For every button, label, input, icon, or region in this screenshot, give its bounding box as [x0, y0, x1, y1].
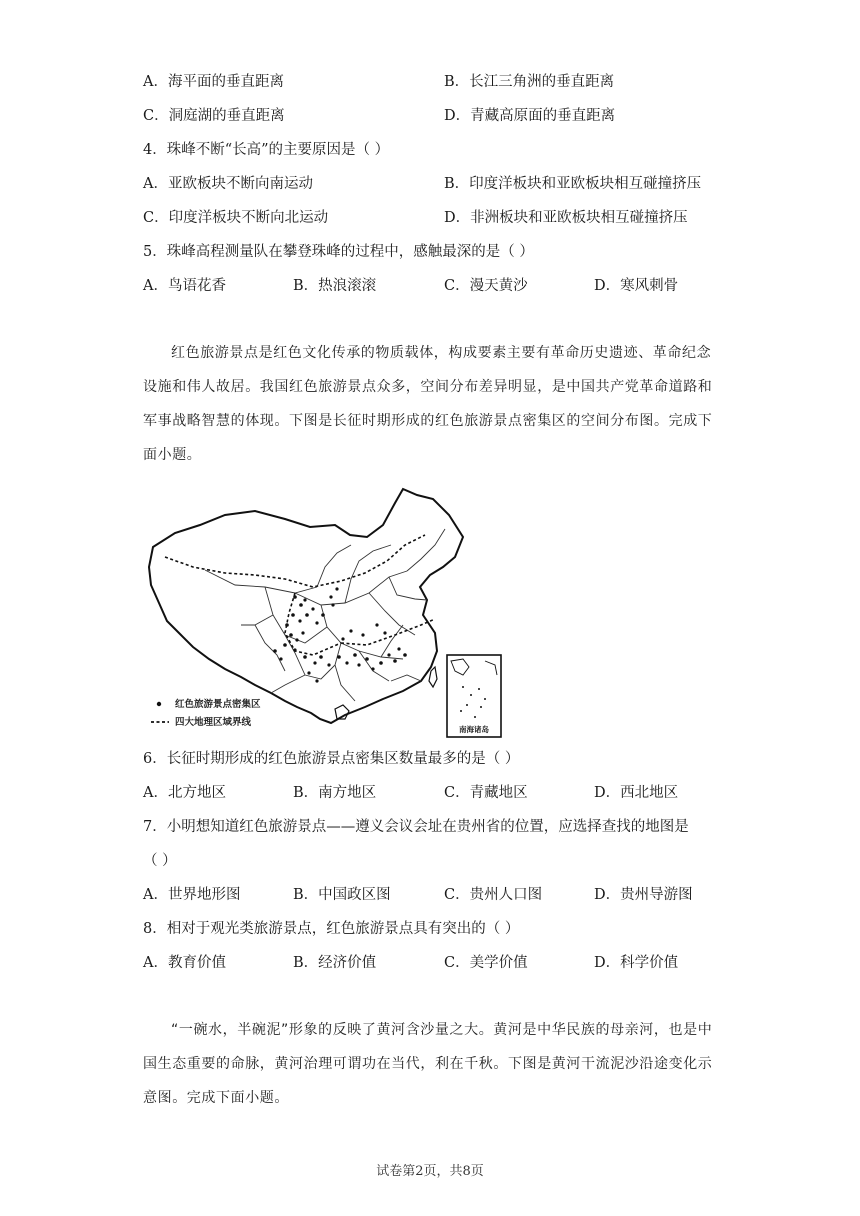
q6-option-a: A．北方地区 — [143, 785, 226, 801]
q4-option-b: B．印度洋板块和亚欧板块相互碰撞挤压 — [444, 176, 702, 192]
q4-option-a: A．亚欧板块不断向南运动 — [143, 176, 313, 192]
taiwan-island — [429, 667, 437, 687]
china-map-illustration — [145, 475, 505, 740]
q3-option-b: B．长江三角洲的垂直距离 — [444, 74, 615, 90]
legend-line-label: 四大地理区域界线 — [175, 717, 252, 728]
inset-label: 南海诸岛 — [459, 725, 489, 734]
q6-option-b: B．南方地区 — [293, 785, 377, 801]
q5-option-d: D．寒风刺骨 — [594, 278, 679, 294]
q8-stem: 8．相对于观光类旅游景点，红色旅游景点具有突出的（ ） — [143, 921, 520, 937]
q8-option-b: B．经济价值 — [293, 955, 377, 971]
q8-option-c: C．美学价值 — [444, 955, 528, 971]
page-footer: 试卷第2页，共8页 — [376, 1164, 484, 1179]
q3-option-c: C．洞庭湖的垂直距离 — [143, 108, 285, 124]
q7-option-a: A．世界地形图 — [143, 887, 241, 903]
q3-option-d: D．青藏高原面的垂直距离 — [444, 108, 616, 124]
q3-option-a: A．海平面的垂直距离 — [143, 74, 284, 90]
q4-option-c: C．印度洋板块不断向北运动 — [143, 210, 329, 226]
red-tourism-map-figure — [145, 475, 505, 740]
q5-stem: 5．珠峰高程测量队在攀登珠峰的过程中，感触最深的是（ ） — [143, 244, 534, 260]
legend-dot-marker — [157, 702, 161, 706]
q8-option-a: A．教育价值 — [143, 955, 226, 971]
q7-stem-continuation: （ ） — [143, 853, 177, 869]
legend-dot-label: 红色旅游景点密集区 — [175, 699, 261, 710]
q4-stem: 4．珠峰不断“长高”的主要原因是（ ） — [143, 142, 390, 158]
passage-red-tourism: 红色旅游景点是红色文化传承的物质载体，构成要素主要有革命历史遗迹、革命纪念设施和伟人故居。我国红色旅游景点众多，空间分布差异明显，是中国共产党革命道路和军事战略智慧的体现。下图是长征时期形成的红色旅游景点密集区的空间分布图。完成下面小题。 — [143, 345, 713, 463]
q5-option-a: A．鸟语花香 — [143, 278, 226, 294]
q7-option-c: C．贵州人口图 — [444, 887, 543, 903]
q8-option-d: D．科学价值 — [594, 955, 679, 971]
q6-option-d: D．西北地区 — [594, 785, 679, 801]
q5-option-b: B．热浪滚滚 — [293, 278, 377, 294]
q7-option-d: D．贵州导游图 — [594, 887, 693, 903]
q4-option-d: D．非洲板块和亚欧板块相互碰撞挤压 — [444, 210, 688, 226]
passage-yellow-river: “一碗水，半碗泥”形象的反映了黄河含沙量之大。黄河是中华民族的母亲河，也是中国生态重要的命脉，黄河治理可谓功在当代，利在千秋。下图是黄河干流泥沙沿途变化示意图。完成下面小题。 — [143, 1022, 713, 1106]
q6-stem: 6．长征时期形成的红色旅游景点密集区数量最多的是（ ） — [143, 751, 520, 767]
q7-option-b: B．中国政区图 — [293, 887, 391, 903]
q5-option-c: C．漫天黄沙 — [444, 278, 528, 294]
q7-stem: 7．小明想知道红色旅游景点——遵义会议会址在贵州省的位置，应选择查找的地图是 — [143, 819, 689, 835]
china-outline — [149, 489, 463, 723]
q6-option-c: C．青藏地区 — [444, 785, 528, 801]
